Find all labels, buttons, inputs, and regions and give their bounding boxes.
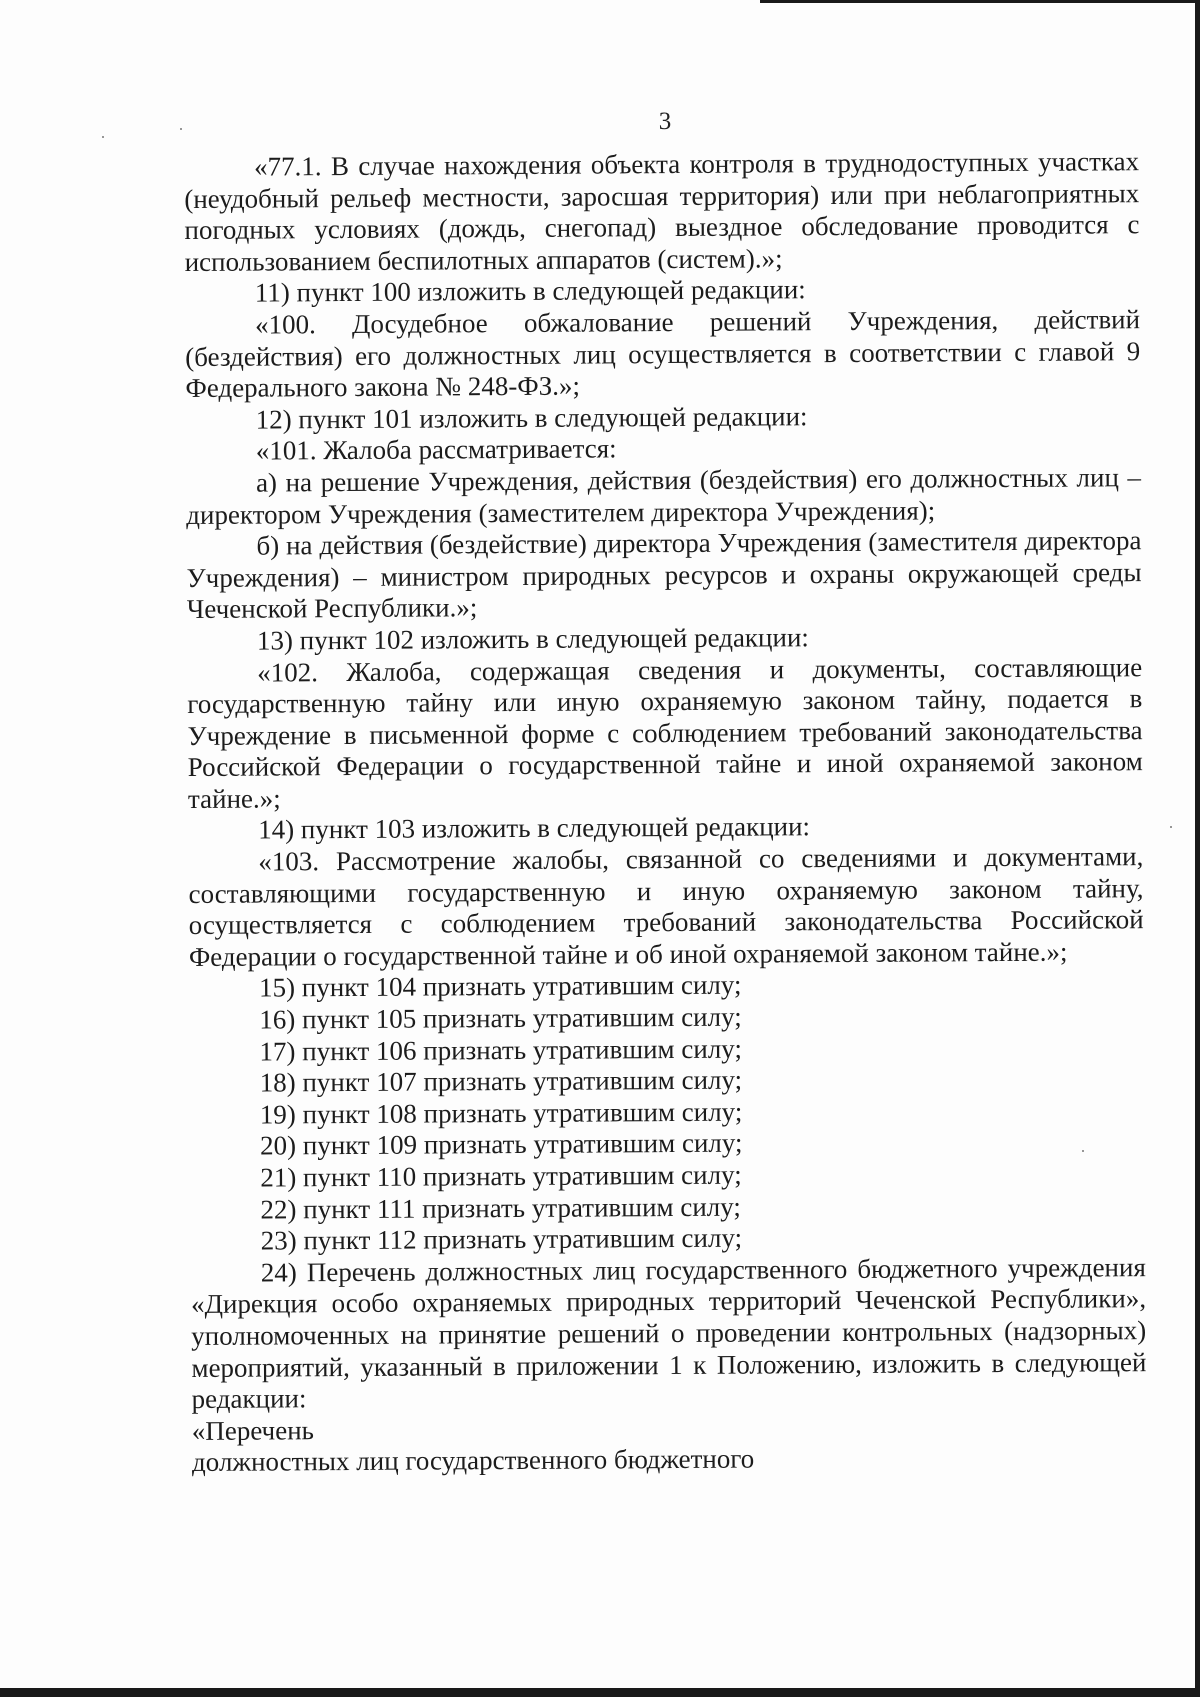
paragraph-101-a: а) на решение Учреждения, действия (бездействия) его должностных лиц – директором Учреждения (заместителем директора Учреждения); bbox=[186, 462, 1142, 530]
item-14: 14) пункт 103 изложить в следующей редакции: bbox=[258, 811, 811, 846]
scan-speck bbox=[1170, 826, 1172, 828]
item-18: 18) пункт 107 признать утратившим силу; bbox=[259, 1064, 743, 1098]
scan-edge-right bbox=[1195, 0, 1200, 1697]
item-12: 12) пункт 101 изложить в следующей редакции: bbox=[255, 400, 808, 435]
document-body bbox=[184, 146, 1147, 1479]
item-13: 13) пункт 102 изложить в следующей редакции: bbox=[256, 622, 809, 656]
heading-line-1: «Перечень bbox=[191, 1414, 315, 1446]
item-20: 20) пункт 109 признать утратившим силу; bbox=[259, 1128, 743, 1161]
paragraph-101-b: б) на действия (бездействие) директора Учреждения (заместителя директора Учреждения) – министром природных ресурсов и охраны окружающей среды Чеченской Республики.»; bbox=[186, 525, 1142, 625]
scan-edge-top bbox=[760, 0, 1200, 3]
item-19: 19) пункт 108 признать утратившим силу; bbox=[259, 1096, 743, 1130]
paragraph-101: «101. Жалоба рассматривается: bbox=[255, 433, 617, 466]
paragraph-103: «103. Рассмотрение жалобы, связанной со сведениями и документами, составляющими государственную и иную охраняемую законом тайну, осуществляется с соблюдением требований законодательства Российской Федерации о государственной тайне и об иной охраняемой законом тайне.»; bbox=[188, 841, 1144, 972]
item-15: 15) пункт 104 признать утратившим силу; bbox=[259, 970, 742, 1003]
item-11: 11) пункт 100 изложить в следующей редакции: bbox=[254, 274, 806, 308]
item-24: 24) Перечень должностных лиц государственного бюджетного учреждения «Дирекция особо охраняемых природных территорий Чеченской Республики», уполномоченных на принятие решений о проведении контрольных (надзорных) мероприятий, указанный в приложении 1 к Положению, изложить в следующей редакции: bbox=[190, 1251, 1147, 1415]
paragraph-102: «102. Жалоба, содержащая сведения и документы, составляющие государственную тайну или иную охраняемую законом тайну, подается в Учреждение в письменной форме с соблюдением требований законодательства Российской Федерации о государственной тайне и иной охраняемой законом тайне.»; bbox=[187, 651, 1143, 814]
heading-line-2: должностных лиц государственного бюджетного bbox=[191, 1443, 755, 1478]
item-21: 21) пункт 110 признать утратившим силу; bbox=[260, 1159, 742, 1193]
item-23: 23) пункт 112 признать утратившим силу; bbox=[260, 1222, 743, 1256]
item-16: 16) пункт 105 признать утратившим силу; bbox=[259, 1001, 742, 1035]
item-17: 17) пункт 106 признать утратившим силу; bbox=[259, 1033, 742, 1067]
item-22: 22) пункт 111 признать утратившим силу; bbox=[260, 1191, 741, 1225]
page-number: 3 bbox=[658, 108, 672, 135]
scan-edge-bottom bbox=[0, 1688, 1200, 1697]
paragraph-100: «100. Досудебное обжалование решений Учреждения, действий (бездействия) его должностных лиц осуществляется в соответствии с главой 9 Федерального закона № 248-ФЗ.»; bbox=[185, 304, 1141, 404]
paragraph-77-1: «77.1. В случае нахождения объекта контроля в труднодоступных участках (неудобный рельеф местности, заросшая территория) или при неблагоприятных погодных условиях (дождь, снегопад) выездное обследование проводится с использованием беспилотных аппаратов (систем).»; bbox=[184, 146, 1140, 277]
scan-speck bbox=[102, 136, 104, 138]
